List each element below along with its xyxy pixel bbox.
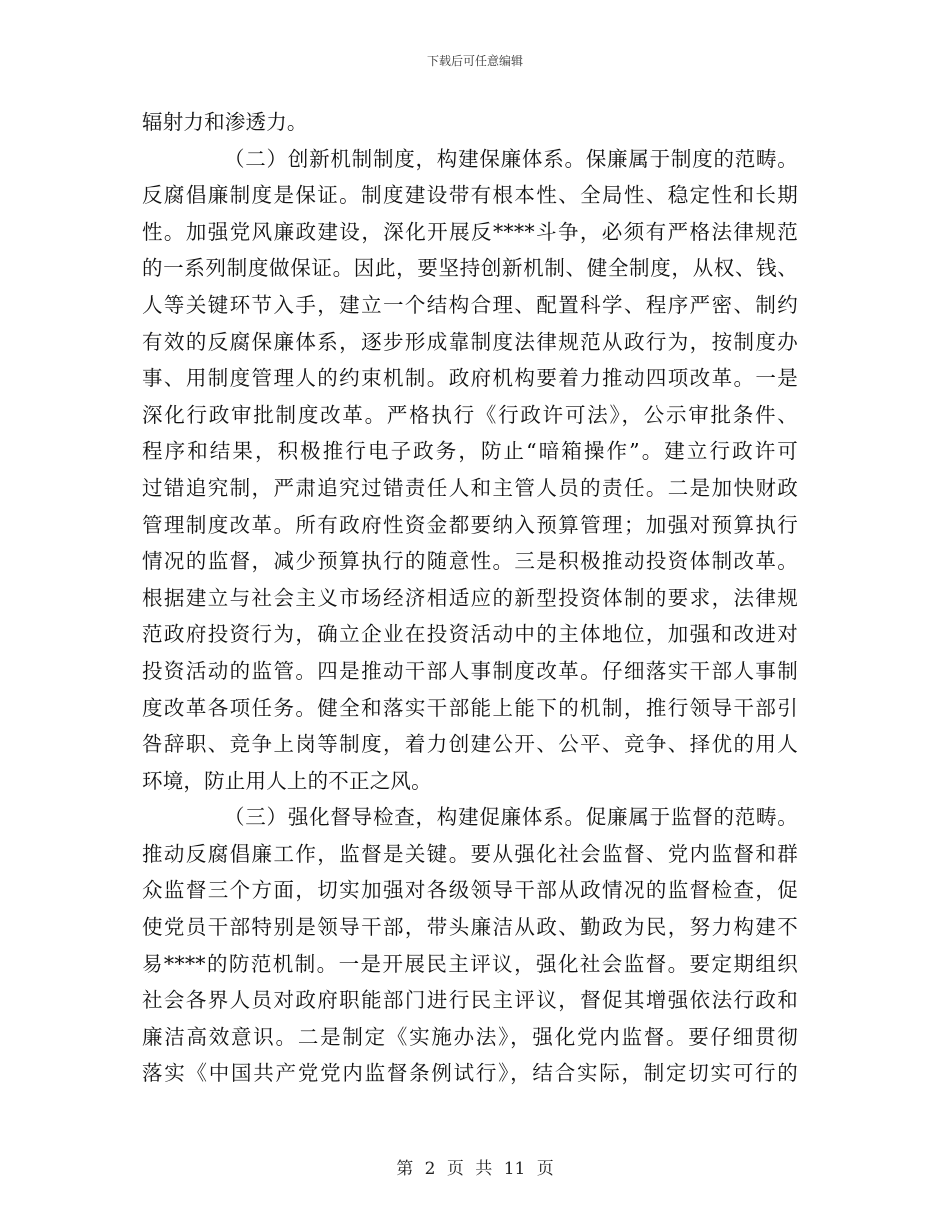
body-text-line: 性。加强党风廉政建设，深化开展反****斗争，必须有严格法律规范 (142, 219, 798, 244)
body-text-line: 众监督三个方面，切实加强对各级领导干部从政情况的监督检查，促 (142, 878, 798, 903)
body-text-line: 事、用制度管理人的约束机制。政府机构要着力推动四项改革。一是 (142, 366, 798, 391)
body-text-line: 有效的反腐保廉体系，逐步形成靠制度法律规范从政行为，按制度办 (142, 329, 798, 354)
page-number: 第 2 页 共 11 页 (396, 1159, 554, 1179)
body-text-line: 范政府投资行为，确立企业在投资活动中的主体地位，加强和改进对 (142, 622, 798, 647)
document-body (142, 104, 798, 1092)
body-text-line: 落实《中国共产党党内监督条例试行》，结合实际，制定切实可行的 (142, 1061, 798, 1086)
body-text-line: 廉洁高效意识。二是制定《实施办法》，强化党内监督。要仔细贯彻 (142, 1024, 798, 1049)
body-text-line: 社会各界人员对政府职能部门进行民主评议，督促其增强依法行政和 (142, 988, 798, 1013)
body-text-line: 管理制度改革。所有政府性资金都要纳入预算管理；加强对预算执行 (142, 512, 798, 537)
body-text-line: 推动反腐倡廉工作，监督是关键。要从强化社会监督、党内监督和群 (142, 841, 798, 866)
body-text-line: （三）强化督导检查，构建促廉体系。促廉属于监督的范畴。 (224, 805, 798, 830)
body-text-line: 辐射力和渗透力。 (142, 110, 308, 134)
body-text-line: 使党员干部特别是领导干部，带头廉洁从政、勤政为民，努力构建不 (142, 915, 798, 940)
body-text-line: 人等关键环节入手，建立一个结构合理、配置科学、程序严密、制约 (142, 292, 798, 317)
body-text-line: 反腐倡廉制度是保证。制度建设带有根本性、全局性、稳定性和长期 (142, 183, 798, 208)
body-text-line: 投资活动的监管。四是推动干部人事制度改革。仔细落实干部人事制 (142, 658, 798, 683)
body-text-line: （二）创新机制制度，构建保廉体系。保廉属于制度的范畴。 (224, 146, 798, 171)
body-text-line: 易****的防范机制。一是开展民主评议，强化社会监督。要定期组织 (142, 951, 798, 976)
body-text-line: 程序和结果，积极推行电子政务，防止“暗箱操作”。建立行政许可 (142, 439, 798, 464)
body-text-line: 度改革各项任务。健全和落实干部能上能下的机制，推行领导干部引 (142, 695, 798, 720)
body-text-line: 环境，防止用人上的不正之风。 (142, 768, 432, 793)
body-text-line: 咎辞职、竞争上岗等制度，着力创建公开、公平、竞争、择优的用人 (142, 732, 798, 757)
body-text-line: 深化行政审批制度改革。严格执行《行政许可法》，公示审批条件、 (142, 402, 798, 427)
body-text-line: 的一系列制度做保证。因此，要坚持创新机制、健全制度，从权、钱、 (142, 256, 798, 281)
page-header: 下载后可任意编辑 (426, 54, 523, 68)
body-text-line: 情况的监督，减少预算执行的随意性。三是积极推动投资体制改革。 (142, 549, 798, 574)
body-text-line: 过错追究制，严肃追究过错责任人和主管人员的责任。二是加快财政 (142, 475, 798, 500)
body-text-line: 根据建立与社会主义市场经济相适应的新型投资体制的要求，法律规 (142, 585, 798, 610)
